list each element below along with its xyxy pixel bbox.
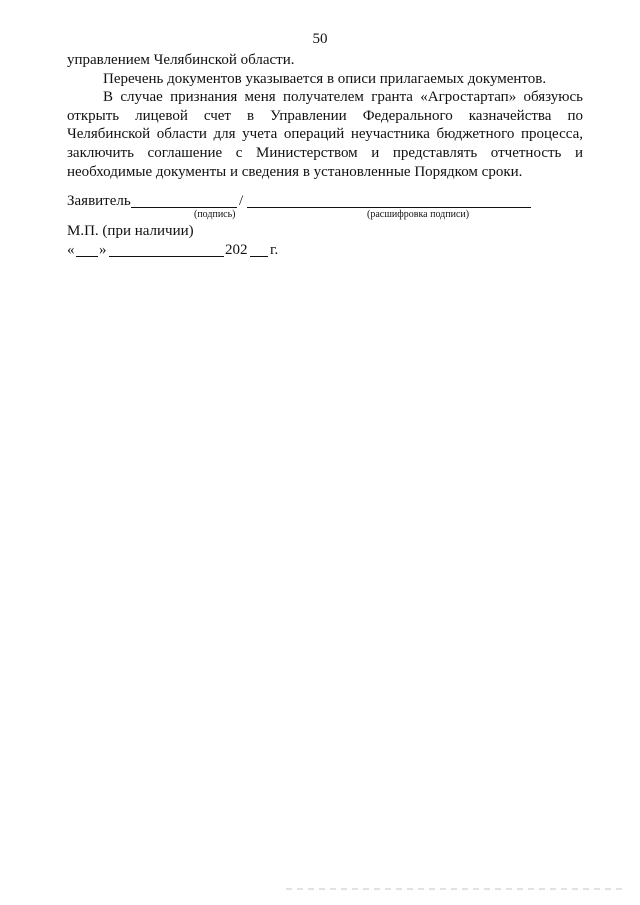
- date-month-line: [109, 241, 224, 257]
- date-year-line: [250, 241, 268, 257]
- date-year-prefix: 202: [225, 242, 248, 258]
- scan-artifact: [286, 888, 626, 890]
- date-year-suffix: г.: [270, 242, 279, 258]
- page-number: 50: [312, 31, 328, 47]
- signature-row: [67, 192, 587, 220]
- date-close-quote: »: [99, 242, 107, 258]
- signature-decode-caption: (расшифровка подписи): [367, 209, 470, 220]
- applicant-label: Заявитель: [67, 193, 131, 209]
- paragraph-documents-list: Перечень документов указывается в описи прилагаемых документов.: [103, 70, 547, 87]
- date-day-line: [76, 241, 98, 257]
- date-open-quote: «: [67, 242, 75, 258]
- paragraph-obligation: В случае признания меня получателем гранта «Агростартап» обязуюсь открыть лицевой счет в Управлении Федерального казначейства по Челябинской области для учета операций неучастника бюджетного процесса, заключить соглашение с Министерством и представлять отчетность и необходимые документы и сведения в установленные Порядком сроки.: [67, 89, 583, 180]
- signature-line: [131, 192, 237, 208]
- body-text: [67, 51, 583, 181]
- signature-block: [67, 192, 587, 258]
- signature-caption: (подпись): [194, 209, 236, 220]
- separator-slash: /: [239, 193, 244, 209]
- signature-decode-line: [247, 192, 531, 208]
- date-row: [67, 241, 307, 259]
- paragraph-continuation: управлением Челябинской области.: [67, 52, 295, 68]
- stamp-note: М.П. (при наличии): [67, 223, 194, 239]
